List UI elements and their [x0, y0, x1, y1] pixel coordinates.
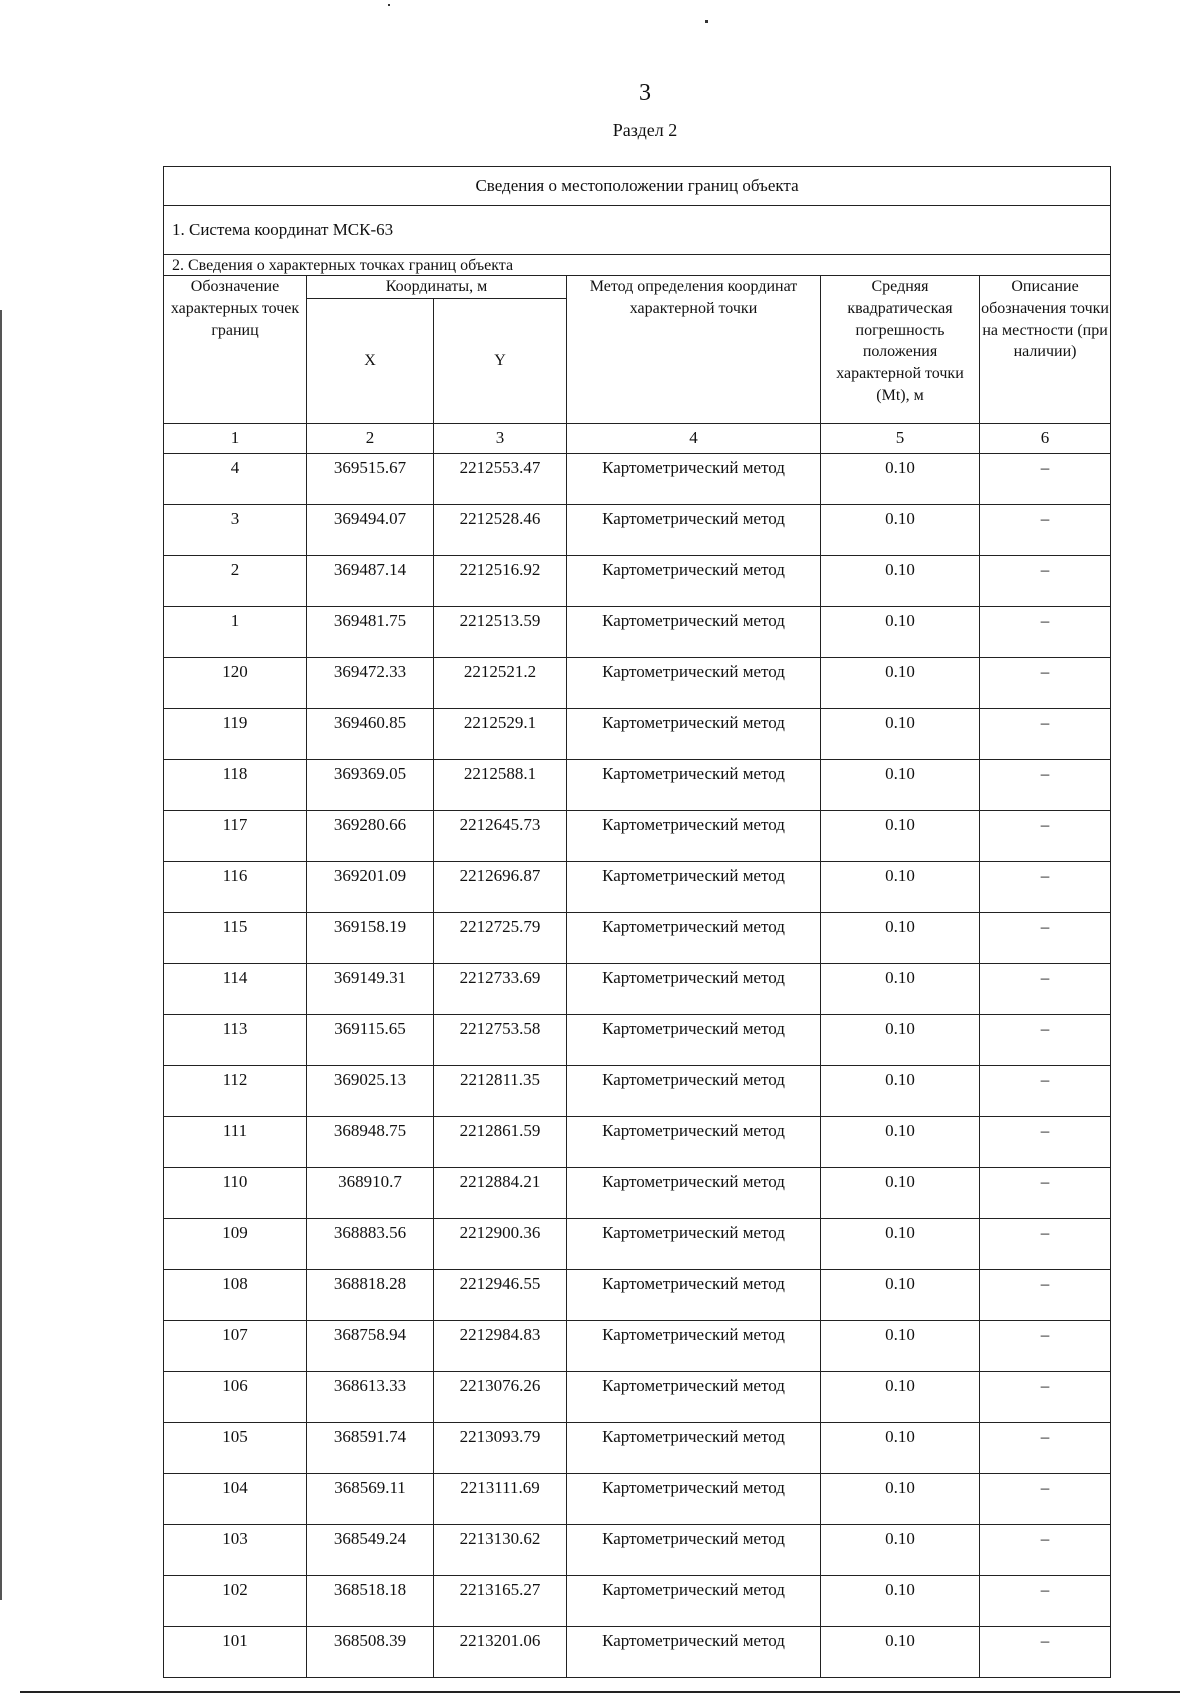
description-cell: –	[980, 555, 1111, 606]
point-cell: 118	[164, 759, 307, 810]
y-cell: 2212696.87	[434, 861, 567, 912]
column-number: 1	[164, 423, 307, 453]
y-cell: 2212588.1	[434, 759, 567, 810]
description-cell: –	[980, 1575, 1111, 1626]
table-row	[164, 453, 1111, 504]
error-cell: 0.10	[821, 1218, 980, 1269]
point-cell: 4	[164, 453, 307, 504]
table-row	[164, 1575, 1111, 1626]
table-row	[164, 1473, 1111, 1524]
error-cell: 0.10	[821, 912, 980, 963]
coordinate-system: 1. Система координат МСК-63	[164, 206, 1111, 255]
y-cell: 2213076.26	[434, 1371, 567, 1422]
error-cell: 0.10	[821, 861, 980, 912]
error-cell: 0.10	[821, 1116, 980, 1167]
point-cell: 113	[164, 1014, 307, 1065]
description-cell: –	[980, 1473, 1111, 1524]
method-cell: Картометрический метод	[567, 453, 821, 504]
y-cell: 2212528.46	[434, 504, 567, 555]
table-row	[164, 504, 1111, 555]
error-cell: 0.10	[821, 1626, 980, 1677]
table-row	[164, 1626, 1111, 1677]
column-number: 6	[980, 423, 1111, 453]
table-row	[164, 1116, 1111, 1167]
method-cell: Картометрический метод	[567, 1014, 821, 1065]
header-x: X	[307, 298, 434, 423]
table-row	[164, 555, 1111, 606]
y-cell: 2212516.92	[434, 555, 567, 606]
description-cell: –	[980, 1524, 1111, 1575]
description-cell: –	[980, 963, 1111, 1014]
y-cell: 2213093.79	[434, 1422, 567, 1473]
y-cell: 2212946.55	[434, 1269, 567, 1320]
boundary-points-table	[163, 166, 1111, 1678]
y-cell: 2212513.59	[434, 606, 567, 657]
x-cell: 368508.39	[307, 1626, 434, 1677]
method-cell: Картометрический метод	[567, 912, 821, 963]
method-cell: Картометрический метод	[567, 1218, 821, 1269]
description-cell: –	[980, 657, 1111, 708]
x-cell: 369515.67	[307, 453, 434, 504]
x-cell: 368613.33	[307, 1371, 434, 1422]
point-cell: 102	[164, 1575, 307, 1626]
description-cell: –	[980, 1065, 1111, 1116]
description-cell: –	[980, 1218, 1111, 1269]
column-number: 5	[821, 423, 980, 453]
y-cell: 2212811.35	[434, 1065, 567, 1116]
x-cell: 368569.11	[307, 1473, 434, 1524]
y-cell: 2212984.83	[434, 1320, 567, 1371]
column-number: 3	[434, 423, 567, 453]
error-cell: 0.10	[821, 1167, 980, 1218]
error-cell: 0.10	[821, 708, 980, 759]
y-cell: 2213130.62	[434, 1524, 567, 1575]
x-cell: 369481.75	[307, 606, 434, 657]
description-cell: –	[980, 504, 1111, 555]
description-cell: –	[980, 861, 1111, 912]
method-cell: Картометрический метод	[567, 1065, 821, 1116]
table-row	[164, 708, 1111, 759]
error-cell: 0.10	[821, 1014, 980, 1065]
point-cell: 111	[164, 1116, 307, 1167]
description-cell: –	[980, 1167, 1111, 1218]
error-cell: 0.10	[821, 606, 980, 657]
x-cell: 368518.18	[307, 1575, 434, 1626]
method-cell: Картометрический метод	[567, 1473, 821, 1524]
method-cell: Картометрический метод	[567, 504, 821, 555]
point-cell: 104	[164, 1473, 307, 1524]
x-cell: 368818.28	[307, 1269, 434, 1320]
table-title: Сведения о местоположении границ объекта	[164, 167, 1111, 206]
point-cell: 1	[164, 606, 307, 657]
x-cell: 369025.13	[307, 1065, 434, 1116]
y-cell: 2212733.69	[434, 963, 567, 1014]
point-cell: 106	[164, 1371, 307, 1422]
description-cell: –	[980, 912, 1111, 963]
error-cell: 0.10	[821, 963, 980, 1014]
header-y: Y	[434, 298, 567, 423]
y-cell: 2212521.2	[434, 657, 567, 708]
error-cell: 0.10	[821, 1065, 980, 1116]
method-cell: Картометрический метод	[567, 1371, 821, 1422]
x-cell: 369158.19	[307, 912, 434, 963]
point-cell: 114	[164, 963, 307, 1014]
x-cell: 368883.56	[307, 1218, 434, 1269]
method-cell: Картометрический метод	[567, 1320, 821, 1371]
scan-edge-mark	[0, 310, 2, 1600]
header-coordinates: Координаты, м	[307, 276, 567, 299]
method-cell: Картометрический метод	[567, 861, 821, 912]
description-cell: –	[980, 810, 1111, 861]
error-cell: 0.10	[821, 453, 980, 504]
description-cell: –	[980, 1269, 1111, 1320]
method-cell: Картометрический метод	[567, 1167, 821, 1218]
error-cell: 0.10	[821, 1269, 980, 1320]
error-cell: 0.10	[821, 1575, 980, 1626]
error-cell: 0.10	[821, 1371, 980, 1422]
point-cell: 110	[164, 1167, 307, 1218]
point-cell: 103	[164, 1524, 307, 1575]
error-cell: 0.10	[821, 1524, 980, 1575]
description-cell: –	[980, 1116, 1111, 1167]
x-cell: 369494.07	[307, 504, 434, 555]
method-cell: Картометрический метод	[567, 1626, 821, 1677]
point-cell: 117	[164, 810, 307, 861]
y-cell: 2213201.06	[434, 1626, 567, 1677]
table-row	[164, 1167, 1111, 1218]
method-cell: Картометрический метод	[567, 963, 821, 1014]
method-cell: Картометрический метод	[567, 555, 821, 606]
point-cell: 120	[164, 657, 307, 708]
x-cell: 369149.31	[307, 963, 434, 1014]
scan-speck	[388, 4, 390, 6]
column-number: 4	[567, 423, 821, 453]
method-cell: Картометрический метод	[567, 810, 821, 861]
error-cell: 0.10	[821, 1320, 980, 1371]
description-cell: –	[980, 453, 1111, 504]
table-row	[164, 1269, 1111, 1320]
scan-bottom-rule	[20, 1691, 1180, 1693]
table-row	[164, 1371, 1111, 1422]
section-title: Раздел 2	[612, 120, 678, 140]
scan-speck	[705, 20, 708, 23]
point-cell: 116	[164, 861, 307, 912]
point-cell: 101	[164, 1626, 307, 1677]
error-cell: 0.10	[821, 810, 980, 861]
description-cell: –	[980, 1320, 1111, 1371]
error-cell: 0.10	[821, 657, 980, 708]
x-cell: 368591.74	[307, 1422, 434, 1473]
description-cell: –	[980, 708, 1111, 759]
x-cell: 369280.66	[307, 810, 434, 861]
point-cell: 119	[164, 708, 307, 759]
error-cell: 0.10	[821, 759, 980, 810]
method-cell: Картометрический метод	[567, 657, 821, 708]
table-row	[164, 810, 1111, 861]
y-cell: 2212645.73	[434, 810, 567, 861]
x-cell: 368549.24	[307, 1524, 434, 1575]
x-cell: 369201.09	[307, 861, 434, 912]
point-cell: 109	[164, 1218, 307, 1269]
description-cell: –	[980, 759, 1111, 810]
header-designation: Обозначение характерных точек границ	[164, 276, 307, 424]
y-cell: 2212900.36	[434, 1218, 567, 1269]
x-cell: 369115.65	[307, 1014, 434, 1065]
y-cell: 2213165.27	[434, 1575, 567, 1626]
method-cell: Картометрический метод	[567, 1269, 821, 1320]
point-cell: 107	[164, 1320, 307, 1371]
x-cell: 368910.7	[307, 1167, 434, 1218]
table-row	[164, 963, 1111, 1014]
y-cell: 2212553.47	[434, 453, 567, 504]
description-cell: –	[980, 1626, 1111, 1677]
point-cell: 3	[164, 504, 307, 555]
y-cell: 2212884.21	[434, 1167, 567, 1218]
table-row	[164, 759, 1111, 810]
description-cell: –	[980, 1014, 1111, 1065]
table-row	[164, 1065, 1111, 1116]
method-cell: Картометрический метод	[567, 759, 821, 810]
column-number: 2	[307, 423, 434, 453]
table-row	[164, 1218, 1111, 1269]
method-cell: Картометрический метод	[567, 1422, 821, 1473]
x-cell: 368758.94	[307, 1320, 434, 1371]
method-cell: Картометрический метод	[567, 1524, 821, 1575]
points-section-title: 2. Сведения о характерных точках границ объекта	[164, 255, 1111, 276]
method-cell: Картометрический метод	[567, 606, 821, 657]
table-row	[164, 1014, 1111, 1065]
method-cell: Картометрический метод	[567, 1575, 821, 1626]
table-row	[164, 1422, 1111, 1473]
method-cell: Картометрический метод	[567, 1116, 821, 1167]
point-cell: 108	[164, 1269, 307, 1320]
y-cell: 2212753.58	[434, 1014, 567, 1065]
x-cell: 369369.05	[307, 759, 434, 810]
y-cell: 2212529.1	[434, 708, 567, 759]
x-cell: 369460.85	[307, 708, 434, 759]
point-cell: 2	[164, 555, 307, 606]
x-cell: 369472.33	[307, 657, 434, 708]
description-cell: –	[980, 1422, 1111, 1473]
header-error: Средняя квадратическая погрешность положения характерной точки (Mt), м	[821, 276, 980, 424]
error-cell: 0.10	[821, 555, 980, 606]
description-cell: –	[980, 606, 1111, 657]
y-cell: 2212861.59	[434, 1116, 567, 1167]
y-cell: 2212725.79	[434, 912, 567, 963]
point-cell: 105	[164, 1422, 307, 1473]
table-row	[164, 1320, 1111, 1371]
x-cell: 369487.14	[307, 555, 434, 606]
header-description: Описание обозначения точки на местности (при наличии)	[980, 276, 1111, 424]
error-cell: 0.10	[821, 1422, 980, 1473]
error-cell: 0.10	[821, 1473, 980, 1524]
table-row	[164, 861, 1111, 912]
table-row	[164, 1524, 1111, 1575]
point-cell: 115	[164, 912, 307, 963]
y-cell: 2213111.69	[434, 1473, 567, 1524]
table-row	[164, 657, 1111, 708]
x-cell: 368948.75	[307, 1116, 434, 1167]
header-method: Метод определения координат характерной точки	[567, 276, 821, 424]
error-cell: 0.10	[821, 504, 980, 555]
page-number: 3	[639, 80, 651, 106]
description-cell: –	[980, 1371, 1111, 1422]
table-row	[164, 912, 1111, 963]
method-cell: Картометрический метод	[567, 708, 821, 759]
point-cell: 112	[164, 1065, 307, 1116]
table-row	[164, 606, 1111, 657]
